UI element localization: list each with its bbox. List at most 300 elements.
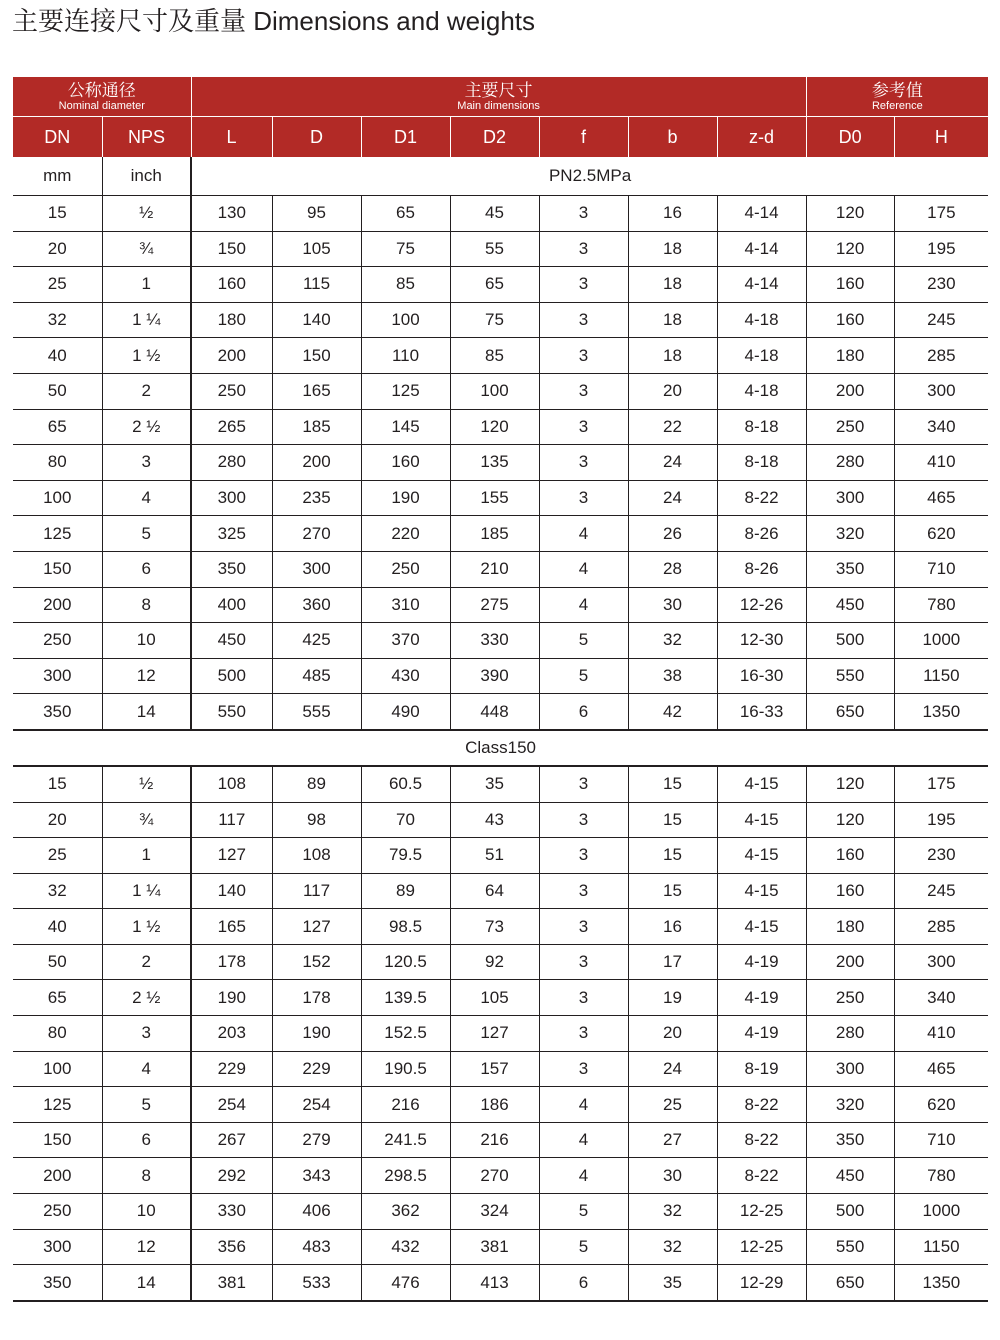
table-cell: 500 — [191, 658, 272, 694]
table-cell: 43 — [450, 802, 539, 838]
table-cell: 160 — [806, 838, 894, 874]
table-cell: 465 — [894, 1051, 988, 1087]
table-cell: 4 — [539, 1122, 628, 1158]
table-cell: 280 — [806, 445, 894, 481]
column-header-h: H — [894, 117, 988, 158]
table-cell: 5 — [539, 658, 628, 694]
table-cell: 245 — [894, 873, 988, 909]
table-cell: 150 — [13, 551, 102, 587]
table-cell: 20 — [628, 373, 717, 409]
table-cell: 108 — [191, 766, 272, 802]
table-cell: 285 — [894, 338, 988, 374]
table-cell: 20 — [628, 1016, 717, 1052]
table-cell: 340 — [894, 409, 988, 445]
table-cell: 325 — [191, 516, 272, 552]
table-cell: 16-33 — [717, 694, 806, 730]
section-label-pn25: PN2.5MPa — [191, 157, 988, 196]
table-cell: 14 — [102, 1265, 191, 1301]
table-cell: 8-22 — [717, 1122, 806, 1158]
table-cell: 160 — [806, 873, 894, 909]
table-cell: 254 — [191, 1087, 272, 1123]
table-cell: 26 — [628, 516, 717, 552]
table-cell: 85 — [361, 267, 450, 303]
table-cell: 3 — [539, 802, 628, 838]
table-cell: 12 — [102, 1229, 191, 1265]
table-cell: 120 — [806, 766, 894, 802]
table-cell: 8-18 — [717, 409, 806, 445]
table-cell: 4 — [539, 587, 628, 623]
table-cell: 3 — [539, 944, 628, 980]
table-cell: 3 — [539, 302, 628, 338]
table-cell: 92 — [450, 944, 539, 980]
table-cell: 4-15 — [717, 909, 806, 945]
table-cell: 165 — [191, 909, 272, 945]
table-cell: ½ — [102, 196, 191, 232]
table-cell: 300 — [894, 373, 988, 409]
table-cell: 105 — [272, 231, 361, 267]
table-cell: 12-26 — [717, 587, 806, 623]
table-row — [13, 373, 988, 409]
column-header-d2: D2 — [450, 117, 539, 158]
table-cell: 483 — [272, 1229, 361, 1265]
table-cell: 230 — [894, 838, 988, 874]
table-cell: 32 — [628, 1194, 717, 1230]
table-cell: 35 — [450, 766, 539, 802]
table-row — [13, 1194, 988, 1230]
table-cell: 95 — [272, 196, 361, 232]
unit-mm: mm — [13, 157, 102, 196]
section-label: Class150 — [13, 730, 988, 766]
table-cell: 127 — [450, 1016, 539, 1052]
table-cell: 1150 — [894, 658, 988, 694]
table-cell: 254 — [272, 1087, 361, 1123]
table-cell: 350 — [13, 694, 102, 730]
table-cell: 18 — [628, 267, 717, 303]
table-cell: 4 — [102, 1051, 191, 1087]
table-cell: 165 — [272, 373, 361, 409]
table-cell: 5 — [102, 1087, 191, 1123]
table-cell: 3 — [539, 480, 628, 516]
table-cell: 80 — [13, 1016, 102, 1052]
table-cell: 710 — [894, 1122, 988, 1158]
table-cell: 105 — [450, 980, 539, 1016]
table-cell: 425 — [272, 623, 361, 659]
table-cell: 2 ½ — [102, 409, 191, 445]
table-cell: 3 — [539, 1051, 628, 1087]
table-cell: 5 — [539, 623, 628, 659]
table-cell: 157 — [450, 1051, 539, 1087]
table-cell: 300 — [13, 658, 102, 694]
table-cell: 175 — [894, 766, 988, 802]
table-cell: 125 — [13, 1087, 102, 1123]
table-cell: 200 — [806, 944, 894, 980]
table-cell: 75 — [450, 302, 539, 338]
table-cell: 229 — [272, 1051, 361, 1087]
table-cell: 51 — [450, 838, 539, 874]
table-cell: 362 — [361, 1194, 450, 1230]
table-cell: 5 — [539, 1194, 628, 1230]
table-cell: 4-14 — [717, 231, 806, 267]
table-cell: 300 — [13, 1229, 102, 1265]
table-cell: 100 — [13, 1051, 102, 1087]
table-cell: 485 — [272, 658, 361, 694]
table-row — [13, 1016, 988, 1052]
table-cell: 6 — [539, 1265, 628, 1301]
table-cell: 160 — [191, 267, 272, 303]
table-row — [13, 231, 988, 267]
table-cell: 4-15 — [717, 766, 806, 802]
table-cell: 8-26 — [717, 551, 806, 587]
table-cell: 216 — [361, 1087, 450, 1123]
column-header-row — [13, 117, 988, 158]
table-cell: 275 — [450, 587, 539, 623]
table-cell: 3 — [102, 445, 191, 481]
table-cell: 250 — [13, 1194, 102, 1230]
table-cell: 150 — [272, 338, 361, 374]
table-cell: 320 — [806, 516, 894, 552]
table-cell: 195 — [894, 802, 988, 838]
table-cell: 3 — [539, 980, 628, 1016]
table-cell: 22 — [628, 409, 717, 445]
table-cell: 186 — [450, 1087, 539, 1123]
table-cell: 1 ½ — [102, 338, 191, 374]
table-cell: 3 — [102, 1016, 191, 1052]
table-cell: 8-18 — [717, 445, 806, 481]
table-cell: 65 — [450, 267, 539, 303]
table-cell: 280 — [806, 1016, 894, 1052]
table-cell: 2 ½ — [102, 980, 191, 1016]
table-cell: 300 — [272, 551, 361, 587]
table-cell: 178 — [272, 980, 361, 1016]
table-cell: 4-18 — [717, 373, 806, 409]
table-cell: 2 — [102, 373, 191, 409]
table-cell: 300 — [806, 1051, 894, 1087]
table-cell: 1350 — [894, 694, 988, 730]
table-cell: 450 — [806, 587, 894, 623]
table-row — [13, 766, 988, 802]
table-cell: 15 — [13, 766, 102, 802]
table-cell: 190 — [191, 980, 272, 1016]
table-cell: 410 — [894, 1016, 988, 1052]
table-cell: 650 — [806, 1265, 894, 1301]
table-cell: 130 — [191, 196, 272, 232]
table-row — [13, 587, 988, 623]
table-cell: 410 — [894, 445, 988, 481]
column-header-l: L — [191, 117, 272, 158]
table-cell: 12-25 — [717, 1229, 806, 1265]
table-cell: 1 ½ — [102, 909, 191, 945]
table-cell: 620 — [894, 516, 988, 552]
table-cell: 1350 — [894, 1265, 988, 1301]
table-cell: 390 — [450, 658, 539, 694]
table-cell: 780 — [894, 587, 988, 623]
header-group-en: Reference — [871, 99, 923, 112]
table-cell: 1150 — [894, 1229, 988, 1265]
table-cell: 110 — [361, 338, 450, 374]
table-cell: 15 — [628, 802, 717, 838]
table-cell: 12-25 — [717, 1194, 806, 1230]
table-cell: 35 — [628, 1265, 717, 1301]
table-cell: 450 — [191, 623, 272, 659]
section-row — [13, 730, 988, 766]
table-cell: 250 — [191, 373, 272, 409]
table-cell: 1 — [102, 838, 191, 874]
table-cell: 30 — [628, 1158, 717, 1194]
table-cell: 300 — [894, 944, 988, 980]
table-cell: 2 — [102, 944, 191, 980]
table-cell: 190 — [361, 480, 450, 516]
table-cell: 15 — [13, 196, 102, 232]
table-cell: 216 — [450, 1122, 539, 1158]
table-row — [13, 445, 988, 481]
column-header-d0: D0 — [806, 117, 894, 158]
table-cell: 350 — [13, 1265, 102, 1301]
dimensions-table — [13, 77, 988, 1302]
table-row — [13, 980, 988, 1016]
table-cell: 200 — [806, 373, 894, 409]
table-cell: 24 — [628, 480, 717, 516]
table-cell: 265 — [191, 409, 272, 445]
table-cell: 8-22 — [717, 1158, 806, 1194]
table-cell: 73 — [450, 909, 539, 945]
table-cell: 50 — [13, 944, 102, 980]
table-cell: 14 — [102, 694, 191, 730]
table-cell: 25 — [628, 1087, 717, 1123]
table-cell: 25 — [13, 838, 102, 874]
table-cell: 98.5 — [361, 909, 450, 945]
table-cell: 4-14 — [717, 267, 806, 303]
table-cell: 324 — [450, 1194, 539, 1230]
table-cell: 160 — [806, 267, 894, 303]
column-header-f: f — [539, 117, 628, 158]
table-cell: 12-30 — [717, 623, 806, 659]
table-cell: 32 — [13, 302, 102, 338]
table-cell: 4-19 — [717, 944, 806, 980]
table-cell: 117 — [191, 802, 272, 838]
table-cell: 32 — [13, 873, 102, 909]
table-cell: 98 — [272, 802, 361, 838]
table-cell: 6 — [539, 694, 628, 730]
table-cell: 3 — [539, 766, 628, 802]
table-cell: 413 — [450, 1265, 539, 1301]
table-row — [13, 338, 988, 374]
table-cell: 381 — [191, 1265, 272, 1301]
table-cell: 3 — [539, 1016, 628, 1052]
table-cell: 152 — [272, 944, 361, 980]
table-cell: 150 — [13, 1122, 102, 1158]
table-cell: 4-18 — [717, 302, 806, 338]
table-cell: 15 — [628, 838, 717, 874]
column-header-z-d: z-d — [717, 117, 806, 158]
table-cell: 4-15 — [717, 802, 806, 838]
table-cell: 3 — [539, 338, 628, 374]
page-title: 主要连接尺寸及重量 Dimensions and weights — [12, 6, 536, 36]
table-cell: 8-22 — [717, 480, 806, 516]
table-cell: 85 — [450, 338, 539, 374]
table-cell: 24 — [628, 1051, 717, 1087]
table-cell: 8 — [102, 1158, 191, 1194]
table-cell: 127 — [191, 838, 272, 874]
table-cell: 280 — [191, 445, 272, 481]
table-cell: 20 — [13, 231, 102, 267]
table-cell: 45 — [450, 196, 539, 232]
table-cell: 4-19 — [717, 980, 806, 1016]
table-cell: 220 — [361, 516, 450, 552]
table-row — [13, 873, 988, 909]
table-cell: 230 — [894, 267, 988, 303]
table-cell: 1 ¼ — [102, 873, 191, 909]
table-cell: 70 — [361, 802, 450, 838]
table-row — [13, 909, 988, 945]
table-cell: 310 — [361, 587, 450, 623]
table-cell: 145 — [361, 409, 450, 445]
table-row — [13, 196, 988, 232]
header-group-cn: 主要尺寸 — [464, 80, 533, 100]
table-cell: 450 — [806, 1158, 894, 1194]
column-header-b: b — [628, 117, 717, 158]
table-cell: 108 — [272, 838, 361, 874]
table-cell: 500 — [806, 623, 894, 659]
table-cell: 80 — [13, 445, 102, 481]
table-cell: 200 — [13, 1158, 102, 1194]
table-row — [13, 944, 988, 980]
header-group-en: Nominal diameter — [58, 99, 145, 112]
table-cell: 16 — [628, 909, 717, 945]
table-row — [13, 302, 988, 338]
table-cell: 89 — [272, 766, 361, 802]
table-cell: 476 — [361, 1265, 450, 1301]
table-cell: 19 — [628, 980, 717, 1016]
table-cell: 3 — [539, 267, 628, 303]
table-cell: 100 — [13, 480, 102, 516]
table-cell: 250 — [361, 551, 450, 587]
table-cell: 3 — [539, 373, 628, 409]
table-cell: 448 — [450, 694, 539, 730]
table-row — [13, 1087, 988, 1123]
table-cell: 120 — [806, 231, 894, 267]
table-cell: 350 — [806, 1122, 894, 1158]
unit-row — [13, 157, 988, 196]
table-cell: 650 — [806, 694, 894, 730]
table-cell: 292 — [191, 1158, 272, 1194]
table-cell: 32 — [628, 1229, 717, 1265]
table-cell: 340 — [894, 980, 988, 1016]
table-cell: 64 — [450, 873, 539, 909]
table-cell: 4-14 — [717, 196, 806, 232]
table-cell: 3 — [539, 196, 628, 232]
table-cell: 135 — [450, 445, 539, 481]
table-cell: 25 — [13, 267, 102, 303]
table-cell: 4 — [539, 1158, 628, 1194]
table-cell: 50 — [13, 373, 102, 409]
table-cell: 180 — [806, 909, 894, 945]
table-cell: 356 — [191, 1229, 272, 1265]
table-cell: 27 — [628, 1122, 717, 1158]
table-cell: 200 — [191, 338, 272, 374]
table-cell: 17 — [628, 944, 717, 980]
table-cell: 100 — [361, 302, 450, 338]
table-cell: 3 — [539, 231, 628, 267]
table-cell: 100 — [450, 373, 539, 409]
table-cell: 555 — [272, 694, 361, 730]
table-cell: 178 — [191, 944, 272, 980]
header-group-nominal-diameter — [13, 77, 191, 117]
table-cell: 24 — [628, 445, 717, 481]
table-cell: 42 — [628, 694, 717, 730]
table-cell: 180 — [191, 302, 272, 338]
table-cell: 203 — [191, 1016, 272, 1052]
table-cell: 432 — [361, 1229, 450, 1265]
table-cell: ½ — [102, 766, 191, 802]
table-cell: 8-19 — [717, 1051, 806, 1087]
table-cell: 18 — [628, 338, 717, 374]
table-cell: 330 — [450, 623, 539, 659]
table-row — [13, 623, 988, 659]
table-cell: 120 — [806, 196, 894, 232]
table-cell: 343 — [272, 1158, 361, 1194]
table-cell: 4-18 — [717, 338, 806, 374]
table-cell: 490 — [361, 694, 450, 730]
table-cell: 780 — [894, 1158, 988, 1194]
table-cell: 370 — [361, 623, 450, 659]
table-cell: 400 — [191, 587, 272, 623]
table-cell: 1000 — [894, 1194, 988, 1230]
table-cell: 4-19 — [717, 1016, 806, 1052]
table-cell: 15 — [628, 766, 717, 802]
table-cell: 267 — [191, 1122, 272, 1158]
table-cell: 3 — [539, 445, 628, 481]
table-cell: 1 ¼ — [102, 302, 191, 338]
table-cell: 465 — [894, 480, 988, 516]
table-cell: 160 — [361, 445, 450, 481]
header-group-cn: 公称通径 — [67, 80, 136, 100]
table-cell: 8-26 — [717, 516, 806, 552]
table-cell: 185 — [450, 516, 539, 552]
table-cell: 38 — [628, 658, 717, 694]
table-cell: 279 — [272, 1122, 361, 1158]
table-cell: 1 — [102, 267, 191, 303]
table-cell: 5 — [539, 1229, 628, 1265]
table-cell: 245 — [894, 302, 988, 338]
table-cell: 18 — [628, 231, 717, 267]
table-cell: 4 — [539, 1087, 628, 1123]
table-cell: 139.5 — [361, 980, 450, 1016]
table-cell: 8 — [102, 587, 191, 623]
table-cell: 10 — [102, 1194, 191, 1230]
table-cell: 6 — [102, 1122, 191, 1158]
column-header-d: D — [272, 117, 361, 158]
table-cell: 79.5 — [361, 838, 450, 874]
table-cell: ¾ — [102, 231, 191, 267]
table-cell: 32 — [628, 623, 717, 659]
table-cell: 5 — [102, 516, 191, 552]
table-cell: 200 — [272, 445, 361, 481]
header-group-reference — [806, 77, 988, 117]
table-cell: 160 — [806, 302, 894, 338]
header-group-row — [13, 77, 988, 117]
table-cell: 270 — [272, 516, 361, 552]
table-row — [13, 1265, 988, 1301]
table-cell: 241.5 — [361, 1122, 450, 1158]
table-row — [13, 409, 988, 445]
table-cell: 550 — [806, 658, 894, 694]
table-cell: 298.5 — [361, 1158, 450, 1194]
table-cell: 381 — [450, 1229, 539, 1265]
table-cell: 152.5 — [361, 1016, 450, 1052]
table-cell: 250 — [13, 623, 102, 659]
table-cell: 3 — [539, 838, 628, 874]
table-cell: 330 — [191, 1194, 272, 1230]
